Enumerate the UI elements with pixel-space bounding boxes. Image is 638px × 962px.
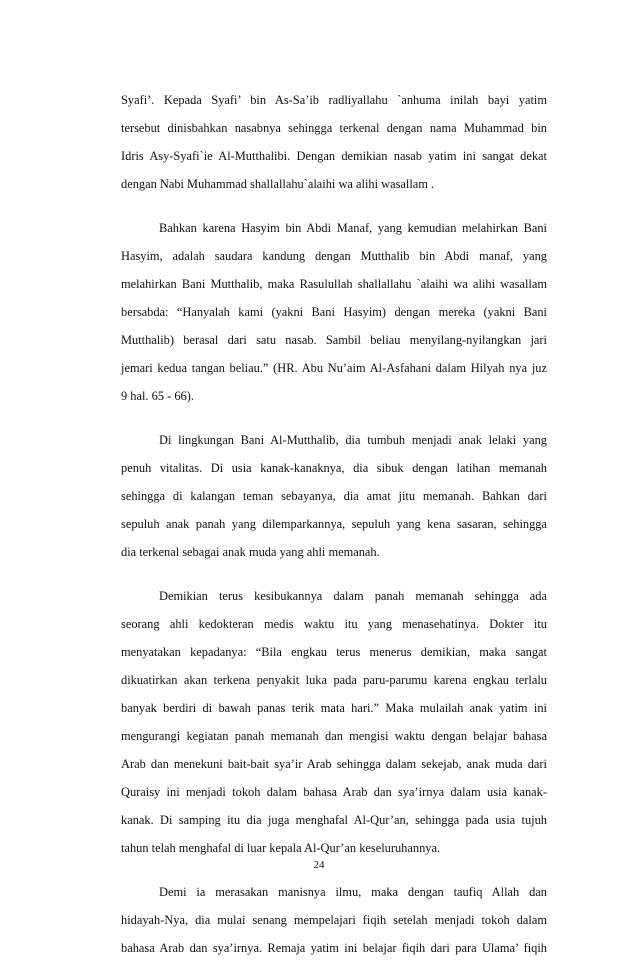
text-line: dia terkenal sebagai anak muda yang ahli memanah. <box>121 545 380 559</box>
paragraph-5 <box>121 878 547 962</box>
text-line: menyatakan kepadanya: “Bila engkau terus menerus demikian, maka sangat <box>121 645 547 659</box>
text-line: tahun telah menghafal di luar kepala Al-Qur’an keseluruhannya. <box>121 841 441 855</box>
text-line: Quraisy ini menjadi tokoh dalam bahasa Arab dan sya’irnya dalam usia kanak- <box>121 785 547 799</box>
text-line: Syafi’. Kepada Syafi’ bin As-Sa’ib radliyallahu `anhuma inilah bayi yatim <box>121 93 547 107</box>
paragraph-3 <box>121 426 547 566</box>
text-line: mengurangi kegiatan panah memanah dan mengisi waktu dengan belajar bahasa <box>121 729 547 743</box>
text-line: bersabda: “Hanyalah kami (yakni Bani Hasyim) dengan mereka (yakni Bani <box>121 305 547 319</box>
text-line: Demi ia merasakan manisnya ilmu, maka dengan taufiq Allah dan <box>159 885 547 899</box>
paragraph-4 <box>121 582 547 862</box>
paragraph-1 <box>121 86 547 198</box>
paragraph-2 <box>121 214 547 410</box>
text-line: tersebut dinisbahkan nasabnya sehingga terkenal dengan nama Muhammad bin <box>121 121 547 135</box>
text-line: bahasa Arab dan sya’irnya. Remaja yatim ini belajar fiqih dari para Ulama’ fiqih <box>121 941 547 955</box>
text-line: sepuluh anak panah yang dilemparkannya, sepuluh yang kena sasaran, sehingga <box>121 517 547 531</box>
body-text <box>121 86 547 962</box>
text-line: sehingga di kalangan teman sebayanya, dia amat jitu memanah. Bahkan dari <box>121 489 547 503</box>
text-line: melahirkan Bani Mutthalib, maka Rasulullah shallallahu `alaihi wa alihi wasallam <box>121 277 547 291</box>
text-line: seorang ahli kedokteran medis waktu itu yang menasehatinya. Dokter itu <box>121 617 547 631</box>
text-line: dikuatirkan akan terkena penyakit luka pada paru-parumu karena engkau terlalu <box>121 673 547 687</box>
text-line: hidayah-Nya, dia mulai senang mempelajari fiqih setelah menjadi tokoh dalam <box>121 913 547 927</box>
text-line: Di lingkungan Bani Al-Mutthalib, dia tumbuh menjadi anak lelaki yang <box>159 433 547 447</box>
text-line: Idris Asy-Syafi`ie Al-Mutthalibi. Dengan demikian nasab yatim ini sangat dekat <box>121 149 547 163</box>
text-line: penuh vitalitas. Di usia kanak-kanaknya, dia sibuk dengan latihan memanah <box>121 461 547 475</box>
text-line: Hasyim, adalah saudara kandung dengan Mutthalib bin Abdi manaf, yang <box>121 249 547 263</box>
page-number: 24 <box>313 859 325 871</box>
text-line: banyak berdiri di bawah panas terik mata hari.” Maka mulailah anak yatim ini <box>121 701 547 715</box>
text-line: Demikian terus kesibukannya dalam panah memanah sehingga ada <box>159 589 547 603</box>
text-line: Bahkan karena Hasyim bin Abdi Manaf, yang kemudian melahirkan Bani <box>159 221 547 235</box>
text-line: jemari kedua tangan beliau.” (HR. Abu Nu’aim Al-Asfahani dalam Hilyah nya juz <box>121 361 547 375</box>
text-line: Mutthalib) berasal dari satu nasab. Sambil beliau menyilang-nyilangkan jari <box>121 333 547 347</box>
text-line: kanak. Di samping itu dia juga menghafal Al-Qur’an, sehingga pada usia tujuh <box>121 813 547 827</box>
text-line: dengan Nabi Muhammad shallallahu`alaihi wa alihi wasallam . <box>121 177 435 191</box>
text-line: 9 hal. 65 - 66). <box>121 389 194 403</box>
text-line: Arab dan menekuni bait-bait sya’ir Arab sehingga dalam sekejab, anak muda dari <box>121 757 547 771</box>
